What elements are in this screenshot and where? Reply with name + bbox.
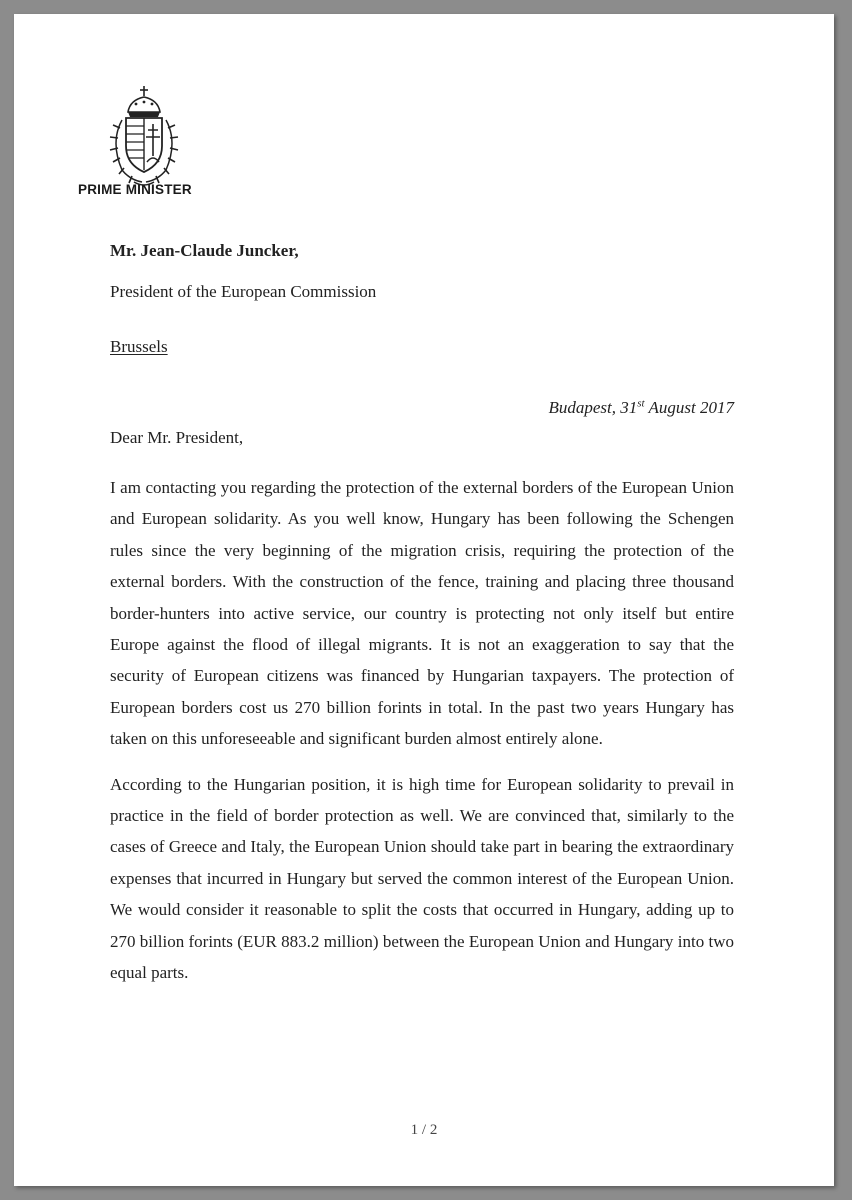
letter-page (14, 14, 834, 1186)
hungarian-coat-of-arms-icon (94, 84, 194, 192)
page-number: 1 / 2 (410, 1122, 438, 1138)
recipient-title: President of the European Commission (110, 282, 377, 301)
date-suffix: st (637, 397, 645, 410)
recipient-city: Brussels (110, 337, 168, 356)
date-rest: August 2017 (644, 398, 734, 417)
body-paragraph: I am contacting you regarding the protection of the external borders of the European Union and European solidarity. As you well know, Hungary has been following the Schengen rules since the very beginning of the migration crisis, requiring the protection of the external borders. With the construction of the fence, training and placing three thousand border-hunters into active service, our country is protecting not only itself but entire Europe against the flood of illegal migrants. It is not an exaggeration to say that the security of European citizens was financed by Hungarian taxpayers. The protection of European borders cost us 270 billion forints in total. In the past two years Hungary has taken on this unforeseeable and significant burden almost entirely alone. (110, 478, 734, 749)
date-place: Budapest, 31 (548, 398, 638, 417)
letter-body (110, 472, 734, 1003)
recipient-name: Mr. Jean-Claude Juncker, (110, 241, 299, 260)
body-paragraph: According to the Hungarian position, it is high time for European solidarity to prevail in practice in the field of border protection as well. We are convinced that, similarly to the cases of Greece and Italy, the European Union should take part in bearing the extraordinary expenses that incurred in Hungary but served the common interest of the European Union. We would consider it reasonable to split the costs that occurred in Hungary, adding up to 270 billion forints (EUR 883.2 million) between the European Union and Hungary into two equal parts. (110, 774, 734, 983)
letterhead-office: PRIME MINISTER (78, 182, 192, 197)
letter-date (110, 398, 734, 418)
salutation: Dear Mr. President, (110, 428, 244, 447)
